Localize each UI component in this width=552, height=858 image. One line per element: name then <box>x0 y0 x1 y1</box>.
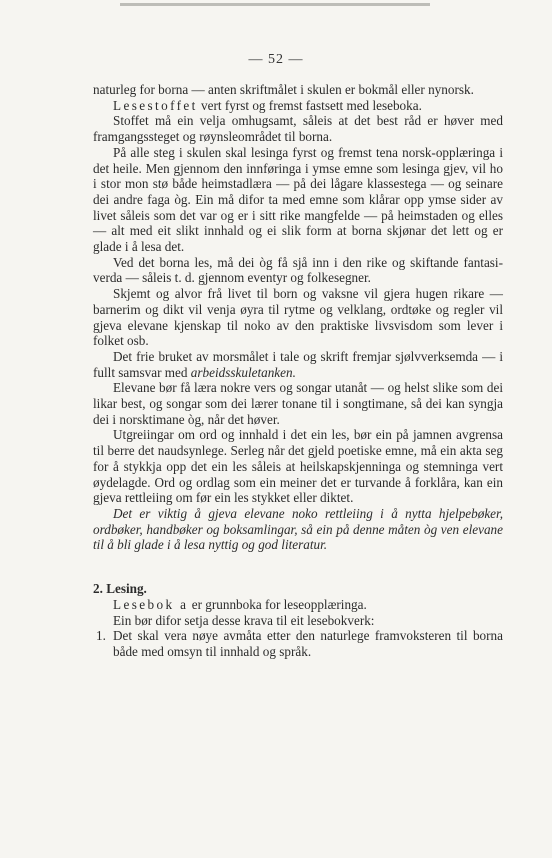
page-number: — 52 — <box>248 52 304 67</box>
paragraph-7 <box>93 349 503 380</box>
section-intro <box>93 597 503 613</box>
paragraph-3: Stoffet må ein velja omhugsamt, såleis at det best råd er høver med framgangssteget og røynsleområdet til borna. <box>93 113 503 145</box>
section-lead: Ein bør difor setja desse krava til eit lesebokverk: <box>113 612 375 628</box>
item-text: Det skal vera nøye avmåta etter den naturlege framvoksteren til borna både med omsyn til innhald og språk. <box>113 628 503 659</box>
spaced-term: Lesebok a <box>113 596 189 612</box>
top-border-line <box>120 3 430 6</box>
paragraph-2-text: vert fyrst og fremst fastsett med leseboka. <box>197 97 422 113</box>
item-number: 1. <box>96 628 106 644</box>
spaced-term: Lesestoffet <box>113 97 198 113</box>
italic-term: arbeidsskuletanken. <box>190 364 296 380</box>
paragraph-9: Utgreiingar om ord og innhald i det ein les, bør ein på jamnen avgrensa til berre det naudsynlege. Serleg når det gjeld poetiske emne, må ein akta seg for å stykkja opp det ein les såleis at heilskapskjenninga og stemninga vert øydelagde. Ord og ordlag som ein meiner det er turvande å forklåra, kan ein gjeva rettleiing om før ein les stykket eller diktet. <box>93 427 503 506</box>
paragraph-1: naturleg for borna — anten skriftmålet i skulen er bokmål eller nynorsk. <box>93 82 474 97</box>
page-body <box>93 82 503 660</box>
paragraph-10-italic: Det er viktig å gjeva elevane noko rettleiing i å nytta hjelpebøker, ordbøker, handbøker og boksamlingar, så ein på denne måten òg ven elevane til å bli glade i å lesa nyttig og god literatur. <box>93 505 503 553</box>
paragraph-5: Ved det borna les, må dei òg få sjå inn i den rike og skiftande fantasi-verda — såleis t. d. gjennom eventyr og folkesegner. <box>93 254 503 286</box>
paragraph-2 <box>93 98 503 114</box>
paragraph-8: Elevane bør få læra nokre vers og songar utanåt — og helst slike som dei likar best, og songar som dei lærer tonane til i songtimane, så dei kan syngja dei i norsktimane òg, når det høver. <box>93 380 503 427</box>
paragraph-7-text: Det frie bruket av morsmålet i tale og skrift fremjar sjølvverksemda — i fullt samsvar med <box>93 348 503 380</box>
paragraph-4: På alle steg i skulen skal lesinga fyrst og fremst tena norsk-opplæringa i det heile. Men gjennom den innføringa i ymse emne som lesinga gjev, vil ho i stor mon stø både heimstadlæra — på dei lågare klassestega — og seinare dei andre faga òg. Ein må difor ta med emne som klårar opp ymse sider av livet såleis som det var og er i sitt rike mangfelde — på heimstaden og elles — alt med eit slikt innhald og ei slik form at borna skjønar det lett og er glade i å lesa det. <box>93 144 503 255</box>
section-intro-text: er grunnboka for leseopplæringa. <box>188 596 367 612</box>
numbered-item <box>93 628 503 659</box>
paragraph-6: Skjemt og alvor frå livet til born og vaksne vil gjera hugen rikare — barnerim og dikt vil venja øyra til rytme og velklang, ordtøke og regler vil gjeva elevane kjenskap til noko av den praktiske livsvisdom som lever i folket osb. <box>93 286 503 349</box>
section-heading: 2. Lesing. <box>93 581 147 597</box>
